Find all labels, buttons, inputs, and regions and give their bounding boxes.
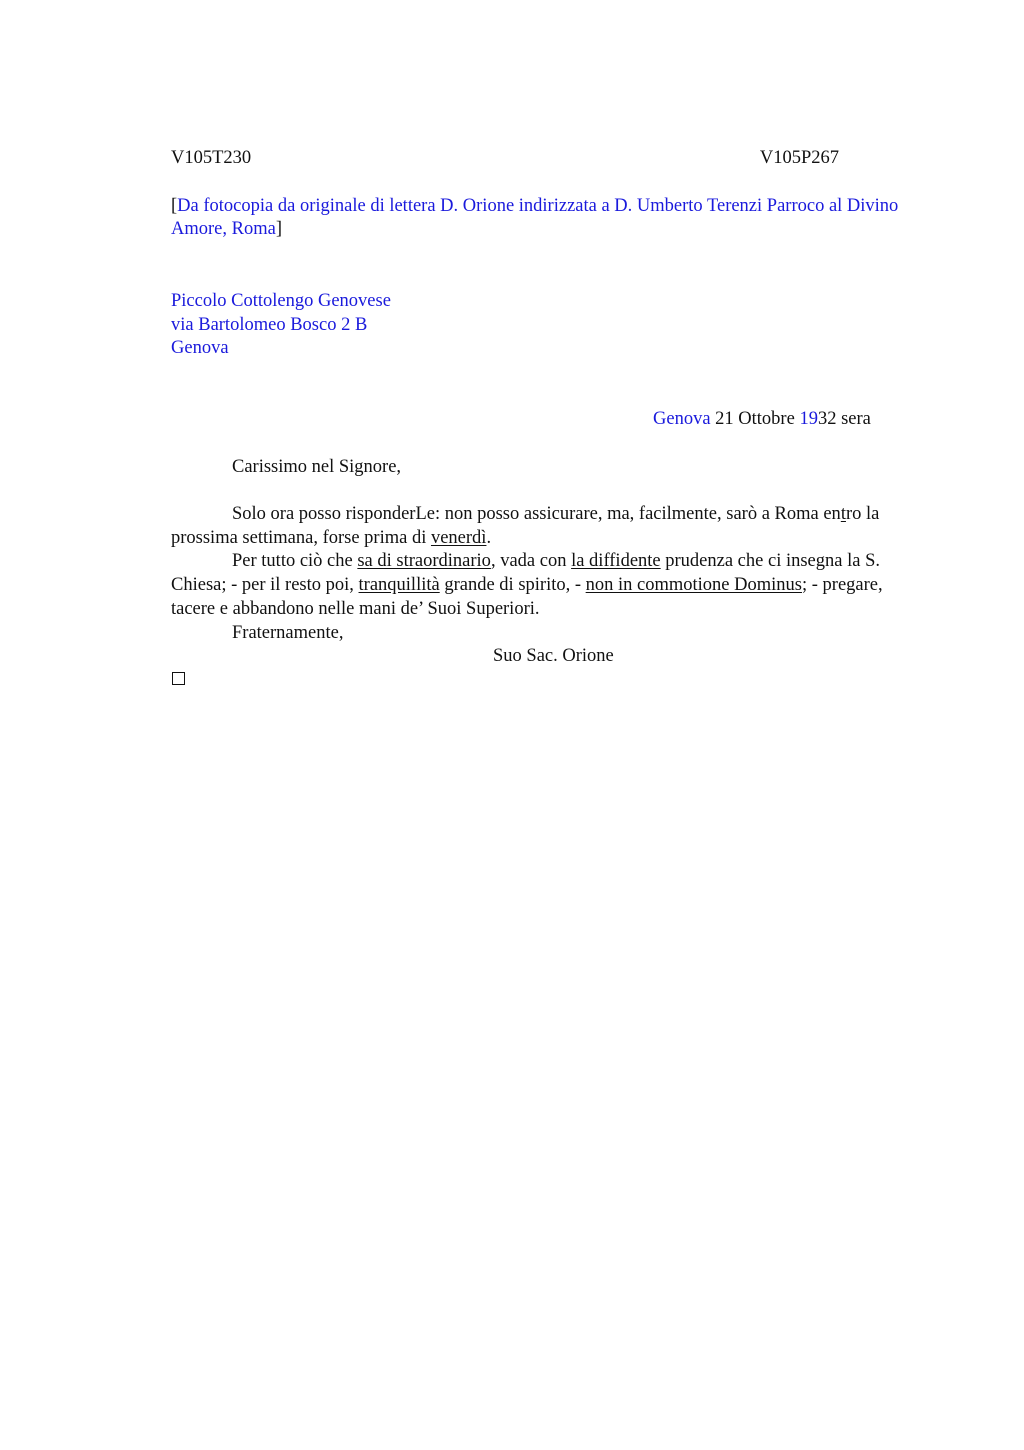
paragraph-1-underlined-letter: t bbox=[840, 504, 846, 524]
paragraph-1 bbox=[171, 503, 931, 550]
paragraph-2-underline-4: non in commotione Dominus bbox=[585, 575, 802, 596]
date-day-month: 21 Ottobre bbox=[710, 409, 800, 429]
paragraph-2-underline-2: la diffidente bbox=[571, 551, 661, 572]
code-right: V105P267 bbox=[759, 148, 839, 168]
sender-line-2: via Bartolomeo Bosco 2 B bbox=[171, 314, 368, 335]
source-note bbox=[171, 195, 931, 241]
sender-line-3: Genova bbox=[171, 338, 229, 358]
paragraph-2-text-3: prudenza che ci insegna la S. Chiesa; - per il resto poi, bbox=[171, 551, 880, 596]
paragraph-2-underline-1: sa di straordinario bbox=[357, 551, 491, 572]
code-left: V105T230 bbox=[171, 148, 252, 168]
source-text: Da fotocopia da originale di lettera D. Orione indirizzata a D. Umberto Terenzi Parroco al Divino Amore, Roma bbox=[171, 196, 899, 239]
sender-address bbox=[171, 290, 391, 361]
paragraph-2-text-5: ; - pregare, tacere e abbandono nelle mani de’ Suoi Superiori. bbox=[171, 575, 883, 619]
paragraph-2 bbox=[171, 550, 931, 621]
paragraph-1-underline-venerdi: venerdì bbox=[430, 527, 487, 548]
paragraph-2-text-4: grande di spirito, - bbox=[439, 575, 586, 596]
date-year-prefix: 19 bbox=[799, 409, 818, 429]
date-place: Genova bbox=[653, 409, 711, 429]
paragraph-2-text-1: Per tutto ciò che bbox=[232, 551, 358, 572]
paragraph-2-text-2: , vada con bbox=[490, 551, 572, 572]
paragraph-1-text-1: Solo ora posso risponderLe: non posso assicurare, ma, facilmente, sarò a Roma en bbox=[232, 504, 841, 524]
letter-body bbox=[171, 503, 931, 669]
salutation: Carissimo nel Signore, bbox=[232, 457, 402, 477]
letter-date bbox=[653, 408, 871, 430]
paragraph-1-text-3: . bbox=[486, 527, 492, 548]
source-open-bracket: [ bbox=[171, 196, 178, 216]
document-codes bbox=[171, 147, 839, 169]
date-year-suffix: 32 sera bbox=[817, 409, 871, 429]
paragraph-2-underline-3: tranquillità bbox=[358, 575, 440, 596]
closing: Fraternamente, bbox=[232, 622, 344, 643]
paragraph-1-text-2: ro la prossima settimana, forse prima di bbox=[171, 504, 880, 548]
checkbox-square-icon bbox=[172, 672, 185, 685]
signature: Suo Sac. Orione bbox=[493, 646, 614, 667]
sender-line-1: Piccolo Cottolengo Genovese bbox=[171, 291, 391, 311]
source-close-bracket: ] bbox=[275, 219, 282, 239]
